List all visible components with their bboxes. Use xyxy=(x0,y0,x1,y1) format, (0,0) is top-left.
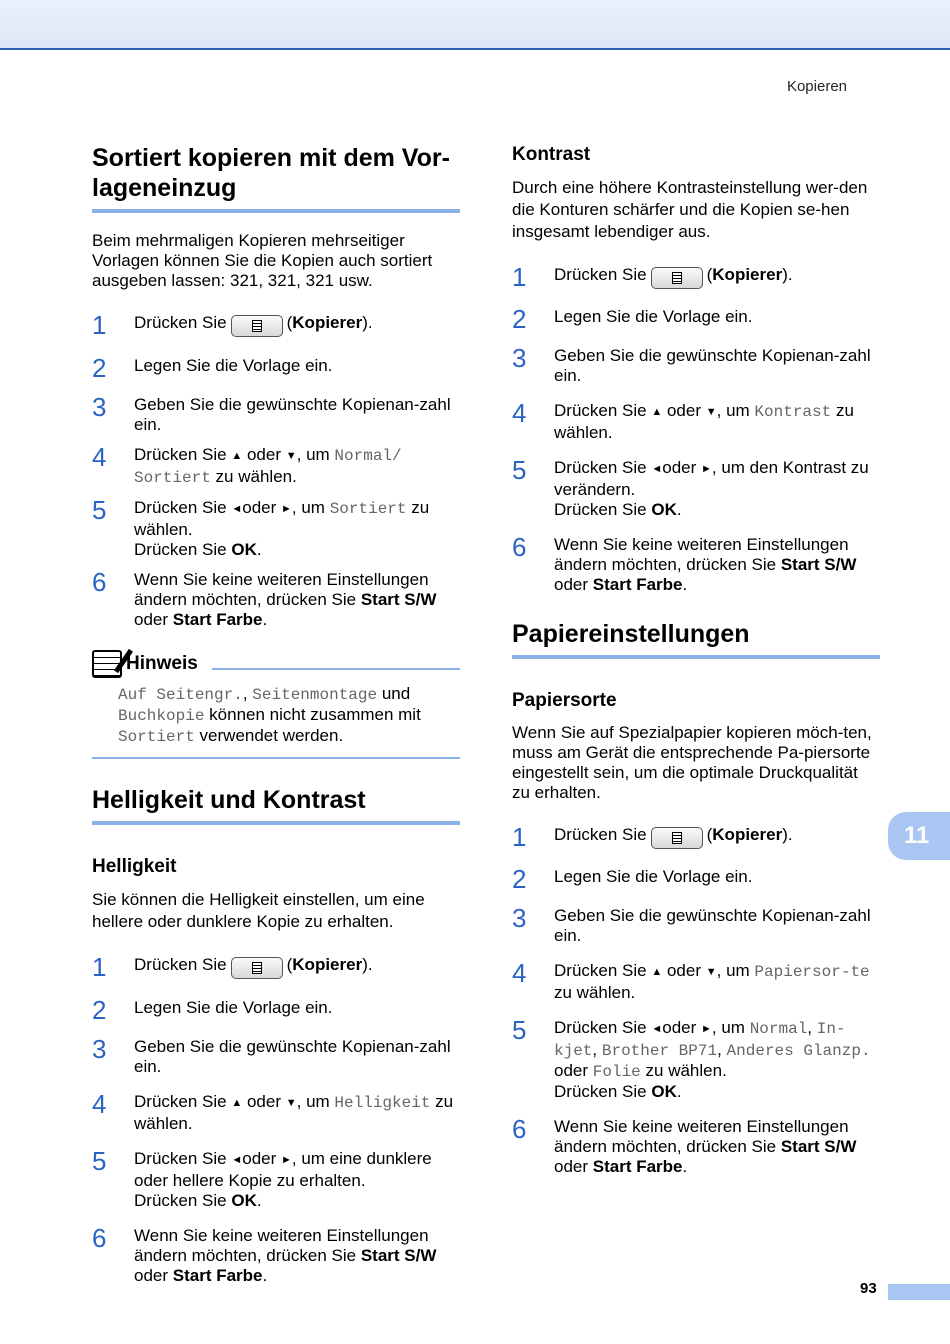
ok-key: OK xyxy=(651,500,677,519)
step-number: 6 xyxy=(92,567,107,597)
step-number: 6 xyxy=(92,1223,107,1253)
hk-section-title: Helligkeit und Kontrast xyxy=(92,785,460,825)
sort-section-title: Sortiert kopieren mit dem Vor-lageneinzug xyxy=(92,143,460,213)
start-color-key: Start Farbe xyxy=(172,1266,263,1285)
start-color-key: Start Farbe xyxy=(592,1157,683,1176)
page-number: 93 xyxy=(860,1280,877,1297)
kontrast-step-1: 1 Drücken Sie (Kopierer). xyxy=(512,262,793,292)
left-arrow-icon: ◄ xyxy=(651,1023,663,1035)
sort-step-6: 6 Wenn Sie keine weiteren Einstellungen ändern möchten, drücken Sie Start S/W oder Start Farbe. xyxy=(92,567,437,629)
start-color-key: Start Farbe xyxy=(592,575,683,594)
up-arrow-icon: ▲ xyxy=(651,966,663,978)
step-number: 6 xyxy=(512,1114,527,1144)
step-text: Legen Sie die Vorlage ein. xyxy=(134,356,333,375)
down-arrow-icon: ▼ xyxy=(705,406,717,418)
sort-step-3 xyxy=(92,392,460,435)
kontrast-step-6: 6 Wenn Sie keine weiteren Einstellungen ändern möchten, drücken Sie Start S/W oder Start Farbe. xyxy=(512,532,857,594)
hell-step-2 xyxy=(92,995,460,1025)
hell-step-3 xyxy=(92,1034,460,1077)
sorte-step-6: 6 Wenn Sie keine weiteren Einstellungen ändern möchten, drücken Sie Start S/W oder Start Farbe. xyxy=(512,1114,857,1176)
step-number: 5 xyxy=(512,1015,527,1045)
step-number: 1 xyxy=(512,822,527,852)
key-label: Kopierer xyxy=(292,313,363,332)
step-number: 2 xyxy=(92,353,107,383)
top-band xyxy=(0,0,950,50)
start-mono-key: Start S/W xyxy=(360,1246,437,1265)
hell-subtitle: Helligkeit xyxy=(92,856,177,877)
right-arrow-icon: ► xyxy=(701,1023,712,1035)
down-arrow-icon: ▼ xyxy=(285,1097,297,1109)
step-number: 1 xyxy=(92,952,107,982)
menu-option: Normal/ Sortiert xyxy=(134,447,402,487)
sorte-step-4: 4 Drücken Sie ▲ oder ▼, um Papiersor-te zu wählen. xyxy=(512,958,870,1002)
step-number: 3 xyxy=(92,392,107,422)
right-arrow-icon: ► xyxy=(281,503,292,515)
step-text: Geben Sie die gewünschte Kopienan-zahl ein. xyxy=(134,395,451,434)
menu-option: Sortiert xyxy=(329,500,407,518)
step-text: Legen Sie die Vorlage ein. xyxy=(554,307,753,326)
left-column xyxy=(92,143,460,1286)
step-text: Drücken Sie xyxy=(134,313,227,332)
step-number: 4 xyxy=(512,958,527,988)
hell-step-5: 5 Drücken Sie ◄oder ►, um eine dunklere oder hellere Kopie zu erhalten. Drücken Sie OK. xyxy=(92,1146,432,1210)
menu-option: Papiersor-te xyxy=(754,963,870,981)
right-arrow-icon: ► xyxy=(281,1154,292,1166)
step-number: 3 xyxy=(92,1034,107,1064)
ok-key: OK xyxy=(651,1082,677,1101)
start-color-key: Start Farbe xyxy=(172,610,263,629)
right-arrow-icon: ► xyxy=(701,463,712,475)
key-label: Kopierer xyxy=(292,955,363,974)
hell-step-6: 6 Wenn Sie keine weiteren Einstellungen ändern möchten, drücken Sie Start S/W oder Start Farbe. xyxy=(92,1223,437,1285)
right-column xyxy=(512,143,880,1177)
kontrast-step-4: 4 Drücken Sie ▲ oder ▼, um Kontrast zu wählen. xyxy=(512,398,854,442)
menu-option: Kontrast xyxy=(754,403,832,421)
header-section-label: Kopieren xyxy=(786,78,847,95)
key-label: Kopierer xyxy=(712,825,783,844)
step-number: 4 xyxy=(92,1089,107,1119)
up-arrow-icon: ▲ xyxy=(231,1097,243,1109)
ok-key: OK xyxy=(231,1191,257,1210)
down-arrow-icon: ▼ xyxy=(705,966,717,978)
step-text: Geben Sie die gewünschte Kopienan-zahl ein. xyxy=(554,346,871,385)
kontrast-step-3 xyxy=(512,343,880,386)
sort-intro: Beim mehrmaligen Kopieren mehrseitiger Vorlagen können Sie die Kopien auch sortiert ausgeben lassen: 321, 321, 321 usw. xyxy=(92,231,433,290)
step-text: Legen Sie die Vorlage ein. xyxy=(554,867,753,886)
step-number: 2 xyxy=(512,304,527,334)
hell-intro: Sie können die Helligkeit einstellen, um eine hellere oder dunklere Kopie zu erhalten. xyxy=(92,890,425,931)
step-number: 6 xyxy=(512,532,527,562)
step-number: 3 xyxy=(512,343,527,373)
up-arrow-icon: ▲ xyxy=(651,406,663,418)
step-number: 5 xyxy=(92,495,107,525)
step-number: 3 xyxy=(512,903,527,933)
copy-button-icon xyxy=(231,315,283,337)
sorte-step-3 xyxy=(512,903,880,946)
sort-step-5: 5 Drücken Sie ◄oder ►, um Sortiert zu wählen. Drücken Sie OK. xyxy=(92,495,430,559)
start-mono-key: Start S/W xyxy=(360,590,437,609)
hell-step-4: 4 Drücken Sie ▲ oder ▼, um Helligkeit zu wählen. xyxy=(92,1089,454,1133)
kontrast-intro: Durch eine höhere Kontrasteinstellung wer-den die Konturen schärfer und die Kopien se-hen insgesamt lebendiger aus. xyxy=(512,178,868,241)
sorte-intro: Wenn Sie auf Spezialpapier kopieren möch-ten, muss am Gerät die entsprechende Pa-piersorte eingestellt sein, um die optimale Druckqualität zu erhalten. xyxy=(512,723,872,802)
chapter-tab: 11 xyxy=(888,812,950,860)
down-arrow-icon: ▼ xyxy=(285,450,297,462)
sorte-subtitle: Papiersorte xyxy=(512,690,617,711)
left-arrow-icon: ◄ xyxy=(231,1154,243,1166)
left-arrow-icon: ◄ xyxy=(651,463,663,475)
ok-key: OK xyxy=(231,540,257,559)
note-title: Hinweis xyxy=(126,653,198,674)
step-number: 5 xyxy=(512,455,527,485)
kontrast-step-2 xyxy=(512,304,880,334)
step-number: 4 xyxy=(512,398,527,428)
kontrast-subtitle: Kontrast xyxy=(512,144,591,165)
sort-step-4: 4 Drücken Sie ▲ oder ▼, um Normal/ Sortiert zu wählen. xyxy=(92,442,402,487)
note-icon xyxy=(92,650,122,678)
sorte-step-1: 1 Drücken Sie (Kopierer). xyxy=(512,822,793,852)
step-number: 1 xyxy=(512,262,527,292)
copy-button-icon xyxy=(651,827,703,849)
hell-step-1: 1 Drücken Sie (Kopierer). xyxy=(92,952,373,982)
copy-button-icon xyxy=(231,957,283,979)
left-arrow-icon: ◄ xyxy=(231,503,243,515)
note-box xyxy=(92,650,460,759)
step-text: Geben Sie die gewünschte Kopienan-zahl ein. xyxy=(134,1037,451,1076)
note-text: Auf Seitengr., Seitenmontage und Buchkopie können nicht zusammen mit Sortiert verwendet werden. xyxy=(118,684,421,746)
sort-step-2 xyxy=(92,353,460,383)
step-number: 4 xyxy=(92,442,107,472)
copy-button-icon xyxy=(651,267,703,289)
step-number: 2 xyxy=(92,995,107,1025)
sorte-step-2 xyxy=(512,864,880,894)
footer-band xyxy=(888,1284,950,1300)
start-mono-key: Start S/W xyxy=(780,555,857,574)
menu-option: Helligkeit xyxy=(334,1094,431,1112)
key-label: Kopierer xyxy=(712,265,783,284)
sort-step-1: 1 Drücken Sie (Kopierer). xyxy=(92,310,373,340)
start-mono-key: Start S/W xyxy=(780,1137,857,1156)
papier-section-title: Papiereinstellungen xyxy=(512,619,880,659)
up-arrow-icon: ▲ xyxy=(231,450,243,462)
step-text: Geben Sie die gewünschte Kopienan-zahl ein. xyxy=(554,906,871,945)
sorte-step-5: 5 Drücken Sie ◄oder ►, um Normal, In-kjet, Brother BP71, Anderes Glanzp. oder Folie zu wählen. Drücken Sie OK. xyxy=(512,1015,871,1101)
step-text: Legen Sie die Vorlage ein. xyxy=(134,998,333,1017)
step-number: 2 xyxy=(512,864,527,894)
step-number: 5 xyxy=(92,1146,107,1176)
kontrast-step-5: 5 Drücken Sie ◄oder ►, um den Kontrast zu verändern. Drücken Sie OK. xyxy=(512,455,869,519)
step-number: 1 xyxy=(92,310,107,340)
